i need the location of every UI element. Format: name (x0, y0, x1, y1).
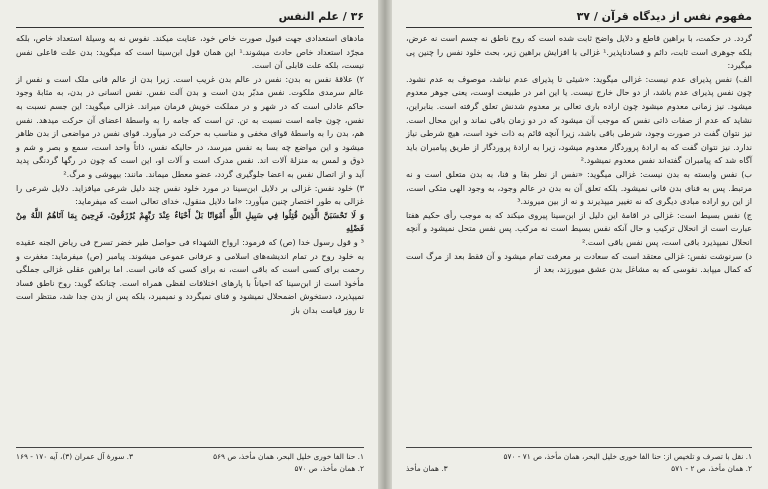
running-header: مفهوم نفس از دیدگاه قرآن / ٣٧ (406, 6, 752, 28)
right-body (406, 32, 752, 277)
footnote: ٢. همان مأخذ، ص ٢ - ۵٧١ (671, 463, 752, 473)
left-body (16, 32, 364, 317)
paragraph: ³ و قول رسول خدا (ص) که فرمود: ارواح الشهداء فی حواصل طیر خضر تسرح فی ریاض الجنه عقیده به خلود روح در تمام اندیشه‌های اسلامی و عرفانی عموعی میشوند. پیامبر (ص) میفرماید: مغفرت و رحمت برای کسی است که باقی است، نه برای کسی که فانی است. اما براهین عقلی غزالی جملگی مأخوذ است از ابن‌سینا که احیاناً با پارهای اختلافات لفظی همراه است. چنانکه گوید: روح ناطق فساد نمیپذیرد، دستخوش اضمحلال نمیشود و فنای نمیگردد و نمیمیرد، بلکه پس از بدن جدا شد، منتظر است تا روز قیامت بدان باز (16, 236, 364, 315)
paragraph: الف) نفس پذیرای عدم نیست: غزالی میگوید: «شیئی تا پذیرای عدم نباشد، موصوف به عدم نشود. چون نفس پذیرای عدم باشد، از دو حال خارج نیست. یا این امر در طبیعت اوست، یعنی جوهر معدوم میشود. نیز زمانی معدوم میشود چون اراده باری تعالی بر معدوم شدنش تعلق گرفته است. بنابراین، نشاید که عدم از صفات ذاتی نفس که موجب آن میشود که در دو زمان باقی نماند و این محال است. نیز نتوان گفت در صورت وجود، شرطی باقی باشد، زیرا آنچه قائم به ذات خود است، هیچ شرطی نیاز ندارد. نیز نتوان گفت که به ارادهٔ پروردگار معدوم میشود، زیرا به ارادهٔ پروردگار از طریق پیامبران باید آگاه شد که پیامبران گفته‌اند نفس معدوم نمیشود.² (406, 73, 752, 166)
footnotes (406, 447, 752, 474)
paragraph: د) سرنوشت نفس: غزالی معتقد است که سعادت بر معرفت تمام میشود و آن فقط بعد از مرگ است که کمال میپابد. نفوسی که به مشاغل بدن عشق میورزند، بعد از (406, 250, 752, 275)
left-page (6, 6, 378, 482)
paragraph: ب) نفس وابسته به بدن نیست: غزالی میگوید: «نفس از نظر بقا و فنا، به بدن متعلق است و نه مرتبط. پس به فنای بدن فانی نمیشود. بلکه تعلق آن به بدن در عالم وجود، به وجود الهی متکی است، از این رو اراده مبادی دیگری که نه تغییر میپذیرند و نه از بین میروند.³ (406, 168, 752, 207)
paragraph: ٣) خلود نفس: غزالی بر دلایل ابن‌سینا در مورد خلود نفس چند دلیل شرعی میافزاید. دلایل شرعی را غزالی به طور اختصار چنین میآورد: «اما دلایل منقول، خدای تعالی است که میفرماید: (16, 182, 364, 207)
footnote: ١. نقل با تصرف و تلخیص از: حنا الفا خوری خلیل البحر، همان مأخذ، ص ٧١ - ۵٧٠ (503, 452, 752, 461)
footnote: ٣. همان مأخذ (406, 463, 448, 473)
paragraph: مادهای استعدادی جهت قبول صورت خاص خود، عنایت میکند. نفوس نه به وسیلهٔ استعداد خاص، بلکه مجرّد استعداد خاص حادث میشوند.¹ این همان قول ابن‌سینا است که میگوید: بدن علت فاعلی نفس نیست، بلکه علت قابلی آن است. (16, 33, 364, 71)
footnotes (16, 447, 364, 474)
running-header: ٣۶ / علم النفس (16, 6, 364, 28)
paragraph: ج) نفس بسیط است: غزالی در اقامهٔ این دلیل از ابن‌سینا پیروی میکند که به موجب رأی حکیم هفتا عبارت است از انحلال ترکیب و حال آنکه نفس بسیط است نه مرکب. پس نفس متحل نمیشود و آنچه انحلال نمیپذیرد باقی است، پس نفس باقی است.² (406, 209, 752, 247)
quran-verse: وَ لَا تَحْسَبَنَّ الَّذِينَ قُتِلُوا فِي سَبِيلِ اللَّهِ أَمْوَاتًا بَلْ أَحْيَاءٌ عِنْدَ رَبِّهِمْ يُرْزَقُونَ. فَرِحِينَ بِمَا آتَاهُمُ اللَّهُ مِنْ فَضْلِهِ (16, 209, 364, 234)
paragraph: ٢) علاقهٔ نفس به بدن: نفس در عالم بدن غریب است. زیرا بدن از عالم فانی ملک است و نفس از عالم سرمدی ملکوت. نفس مدبّر بدن است و بدن آلت نفس. نفس انسانی در بدن، به مثابهٔ وجود حاکم عادلی است که در شهر و در مملکت خویش فرمان میراند. غزالی میگوید: این جسم نسبت به نفس، چون جامه است نسبت به تن. تن است که جامه را به واسطهٔ اعضای آن حرکت میدهد. نفس هم، بدن را به واسطهٔ قوای مخفی و مناسب به حرکت در میآورد. قوای نفس در مواضعی از بدن ظاهر میشود و این مواضع چه بسا به نفس میرسد، در حالیکه نفس، ذاتاً واحد است، سمع و بصر و شم و ذوق و لمس به منزلهٔ آلات اند. نفس مدرک است و آلات او، این است که چون در رگها گردنگی پدید آید و از اتصال نفس به اعضا جلوگیری گردد، عضو معطل میماند. مانند: بیهوشی و مرگ.² (16, 73, 364, 179)
footnote: ١. حنا الفا خوری خلیل البحر، همان مأخذ، ص ۵۶۹ (213, 452, 364, 461)
book-gutter (378, 0, 392, 489)
footnote: ٢. همان مأخذ، ص ۵۷۰ (294, 463, 364, 473)
right-page (392, 6, 762, 482)
paragraph: گردد. در حکمت، با براهین قاطع و دلایل واضح ثابت شده است که روح ناطق نه جسم است نه عرض، بلکه جوهری است ثابت، دائم و فسادناپذیر.¹ غزالی با افزایش براهین زیر، بحث خلود نفس را چنین پی میگیرد: (406, 33, 752, 71)
footnote: ٣. سورهٔ آل عمران (٣)، آیه ١٧٠ - ١۶٩ (16, 452, 133, 461)
